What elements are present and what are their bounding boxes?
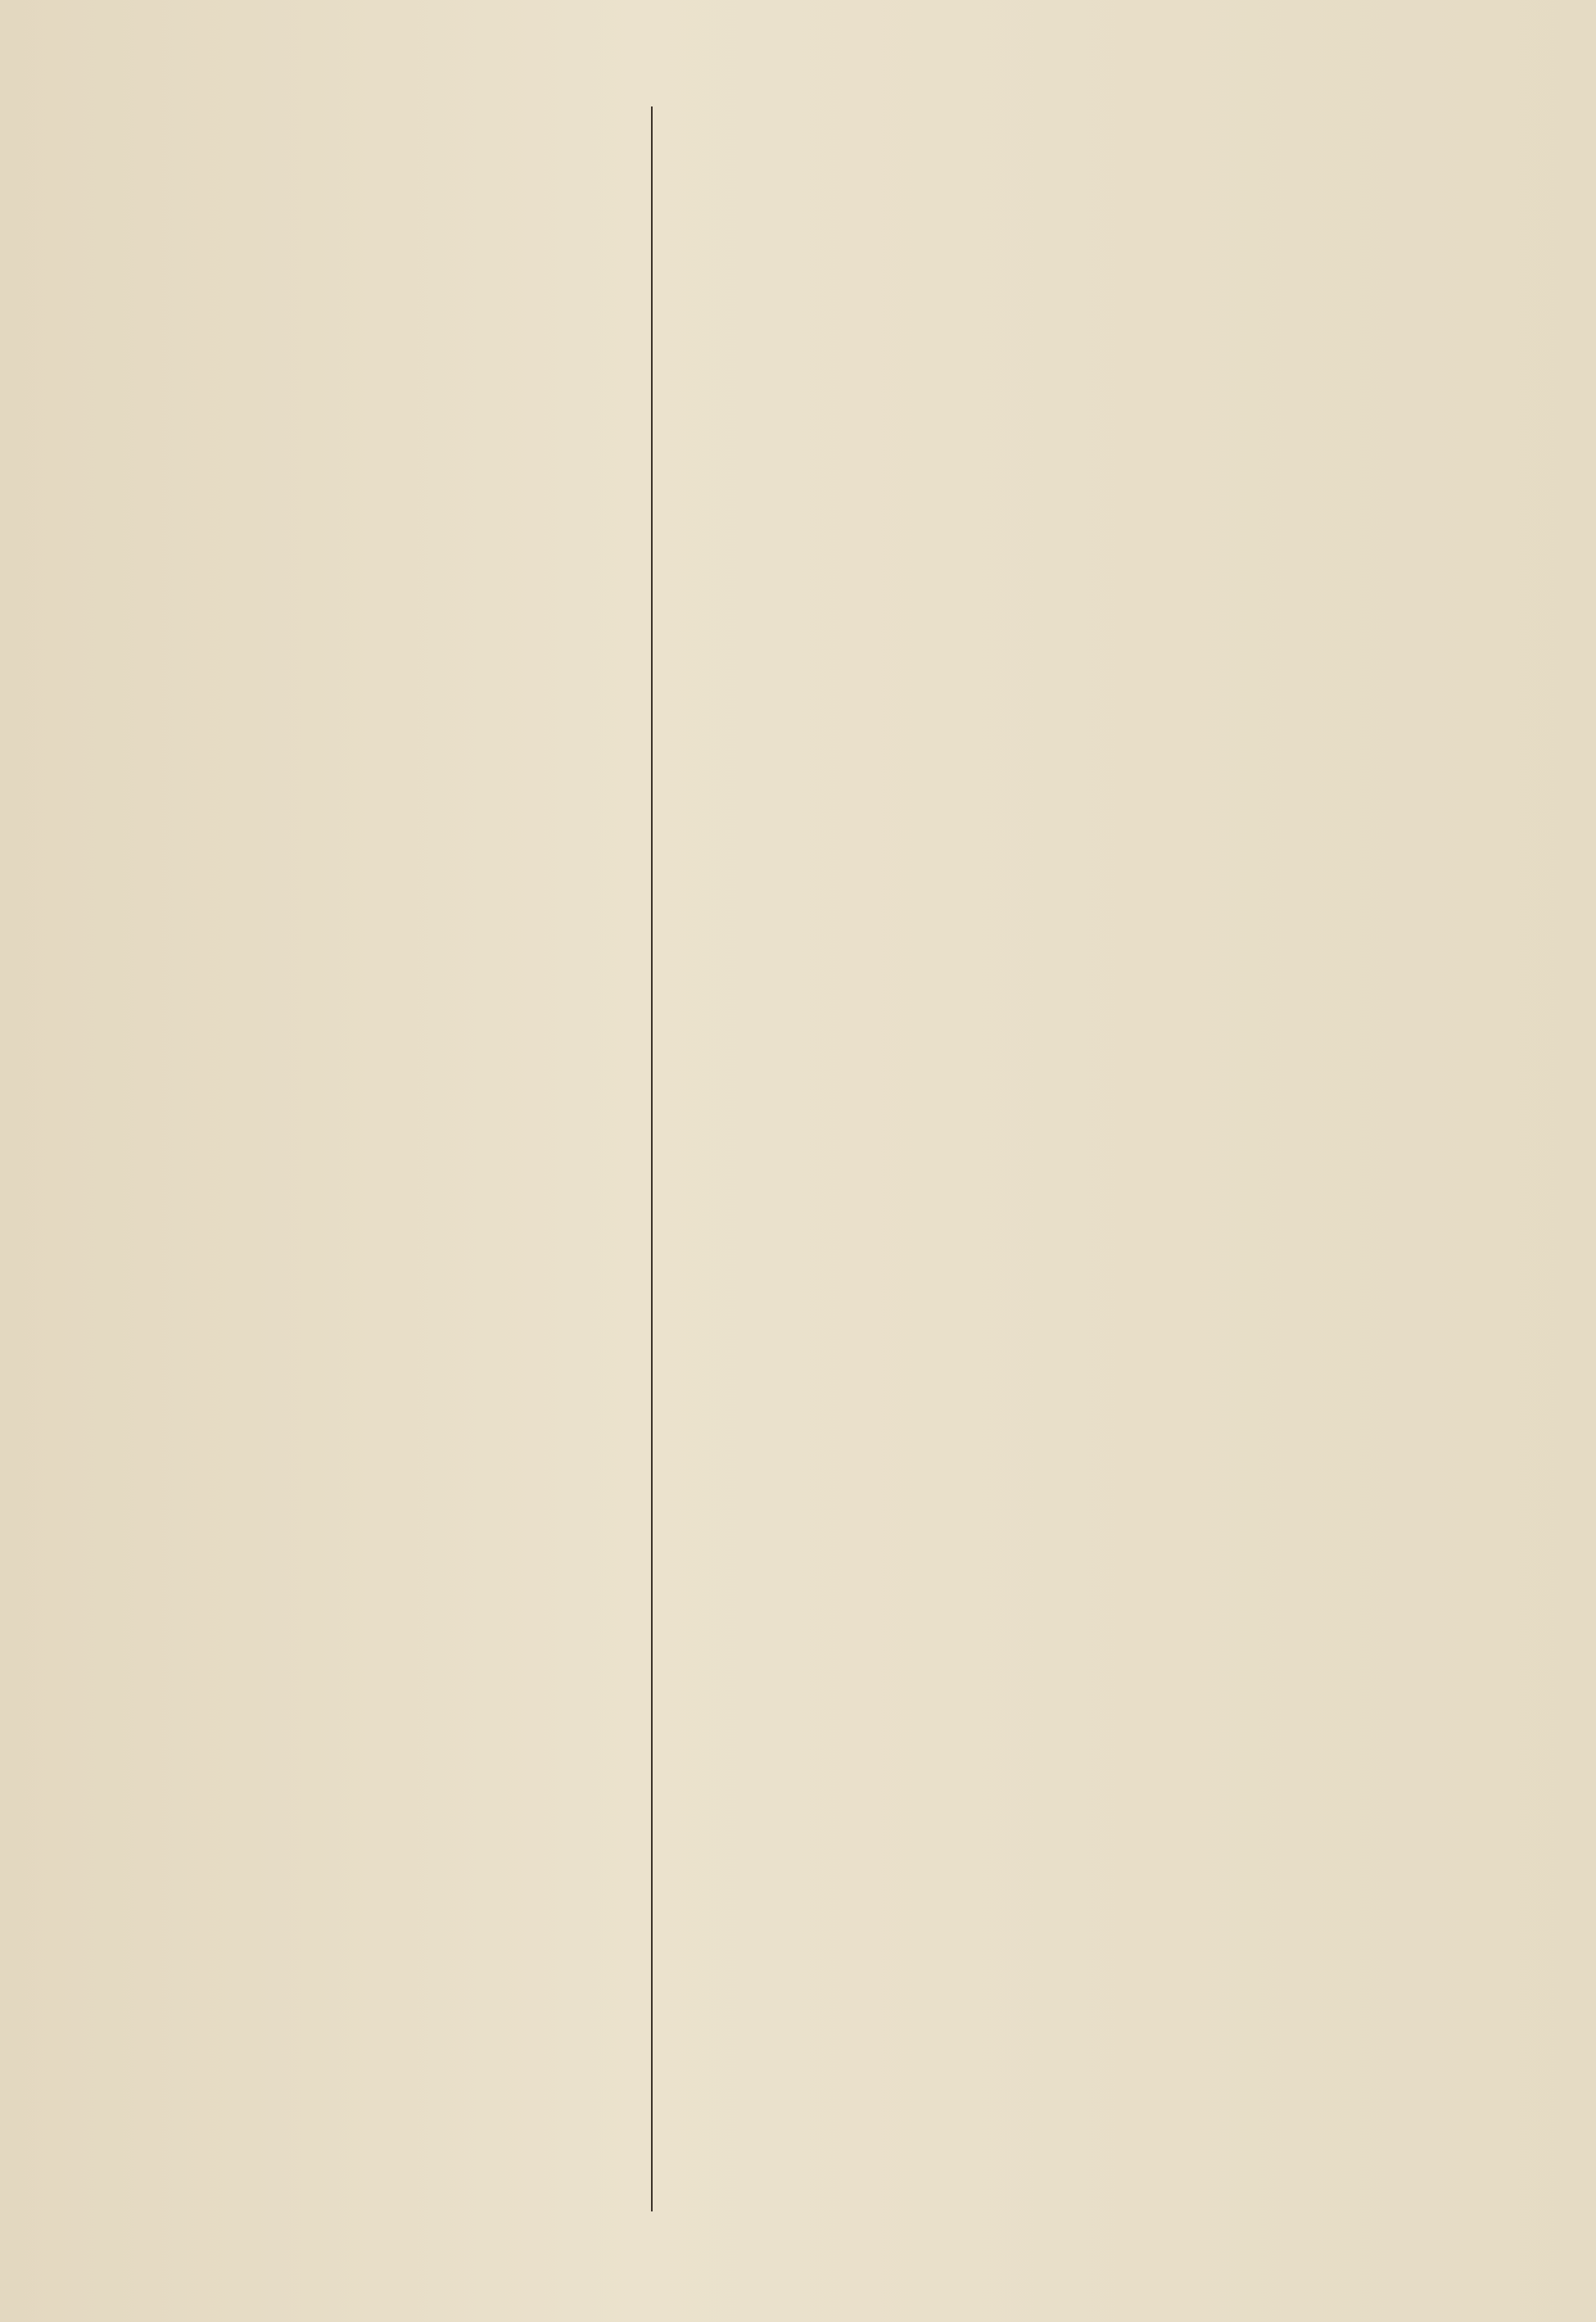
column-divider [651,106,653,2211]
right-column [665,105,1574,152]
